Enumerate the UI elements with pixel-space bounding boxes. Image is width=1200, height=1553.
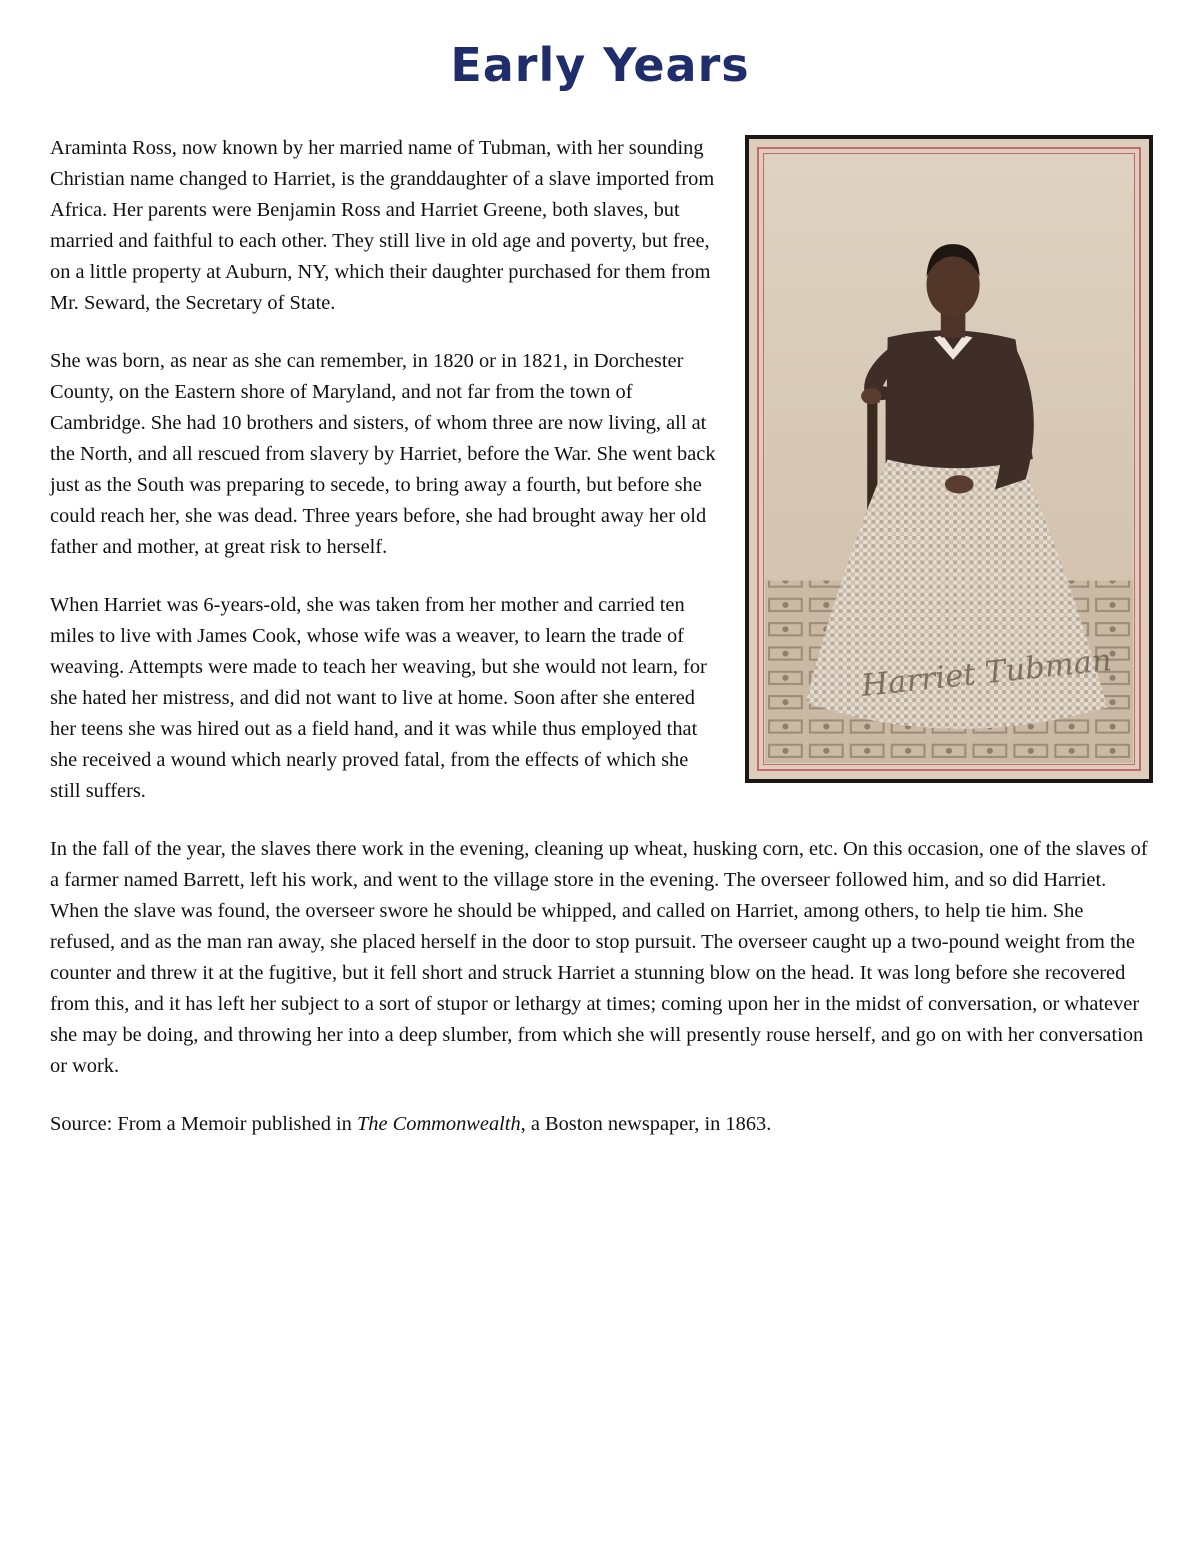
portrait-photo: [765, 155, 1133, 763]
source-publication: The Commonwealth: [356, 1113, 521, 1135]
source-prefix: Source: From a Memoir published in: [50, 1113, 357, 1135]
photo-signature: Harriet Tubman: [859, 643, 1114, 704]
portrait-illustration: [765, 155, 1133, 763]
article-body: [50, 133, 1150, 1167]
paragraph-3: When Harriet was 6-years-old, she was taken from her mother and carried ten miles to live with James Cook, whose wife was a weaver, to learn the trade of weaving. Attempts were made to teach her weaving, but she would not learn, for she hated her mistress, and did not want to live at home. Soon after she entered her teens she was hired out as a field hand, and it was while thus employed that she received a wound which nearly proved fatal, from the effects of which she still suffers.: [50, 594, 707, 802]
source-citation: [50, 1109, 1150, 1140]
harriet-tubman-portrait: [745, 135, 1153, 783]
paragraph-1: Araminta Ross, now known by her married name of Tubman, with her sounding Christian name changed to Harriet, is the granddaughter of a slave imported from Africa. Her parents were Benjamin Ross and Harriet Greene, both slaves, but married and faithful to each other. They still live in old age and poverty, but free, on a little property at Auburn, NY, which their daughter purchased for them from Mr. Seward, the Secretary of State.: [50, 137, 715, 314]
page-title: Early Years: [450, 38, 750, 92]
paragraph-2: She was born, as near as she can remember, in 1820 or in 1821, in Dorchester County, on the Eastern shore of Maryland, and not far from the town of Cambridge. She had 10 brothers and sisters, of whom three are now living, all at the North, and all rescued from slavery by Harriet, before the War. She went back just as the South was preparing to secede, to bring away a fourth, but before she could reach her, she was dead. Three years before, she had brought away her old father and mother, at great risk to herself.: [50, 350, 716, 558]
source-suffix: , a Boston newspaper, in 1863.: [520, 1113, 772, 1135]
paragraph-4: In the fall of the year, the slaves there work in the evening, cleaning up wheat, husking corn, etc. On this occasion, one of the slaves of a farmer named Barrett, left his work, and went to the village store in the evening. The overseer followed him, and so did Harriet. When the slave was found, the overseer swore he should be whipped, and called on Harriet, among others, to help tie him. She refused, and as the man ran away, she placed herself in the door to stop pursuit. The overseer caught up a two-pound weight from the counter and threw it at the fugitive, but it fell short and struck Harriet a stunning blow on the head. It was long before she recovered from this, and it has left her subject to a sort of stupor or lethargy at times; coming upon her in the midst of conversation, or whatever she may be doing, and throwing her into a deep slumber, from which she will presently rouse herself, and go on with her conversation or work.: [50, 838, 1148, 1077]
carte-de-visite-card: [749, 139, 1149, 779]
